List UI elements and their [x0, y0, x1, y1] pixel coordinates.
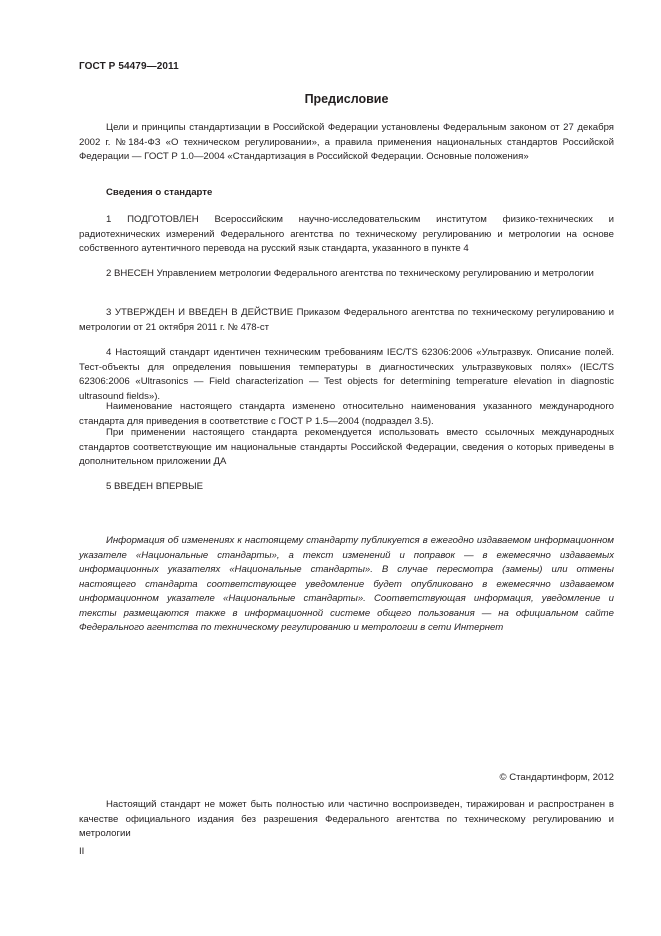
item-4-references-note: При применении настоящего стандарта рекомендуется использовать вместо ссылочных международных стандартов соответствующие им национальные стандарты Российской Федерации, сведения о которых приведены в дополнительном приложении ДА [79, 427, 614, 467]
item-5: 5 ВВЕДЕН ВПЕРВЫЕ [106, 481, 204, 492]
info-heading: Сведения о стандарте [106, 187, 213, 198]
change-notice: Информация об изменениях к настоящему стандарту публикуется в ежегодно издаваемом информационном указателе «Национальные стандарты», а текст изменений и поправок — в ежемесячно издаваемых информационных указателях «Национальные стандарты». В случае пересмотра (замены) или отмены настоящего стандарта соответствующее уведомление будет опубликовано в ежемесячно издаваемом информационном указателе «Национальные стандарты». Соответствующая информация, уведомление и тексты размещаются также в информационной системе общего пользования — на официальном сайте Федерального агентства по техническому регулированию и метрологии в сети Интернет [79, 535, 614, 633]
standard-code: ГОСТ Р 54479—2011 [79, 61, 179, 72]
item-4: 4 Настоящий стандарт идентичен техническим требованиям IEC/TS 62306:2006 «Ультразвук. Описание полей. Тест-объекты для определения повышения температуры в диагностических ультразвуковых полях» (IEC/TS 62306:2006 «Ultrasonics — Field characterization — Test objects for determining temperature elevation in diagnostic ultrasound fields»). [79, 347, 614, 402]
item-2: 2 ВНЕСЕН Управлением метрологии Федерального агентства по техническому регулированию и метрологии [106, 268, 594, 279]
rights-notice: Настоящий стандарт не может быть полностью или частично воспроизведен, тиражирован и распространен в качестве официального издания без разрешения Федерального агентства по техническому регулированию и метрологии [79, 799, 614, 839]
item-3: 3 УТВЕРЖДЕН И ВВЕДЕН В ДЕЙСТВИЕ Приказом Федерального агентства по техническому регулированию и метрологии от 21 октября 2011 г. № 478-ст [79, 307, 614, 333]
page-title: Предисловие [304, 92, 389, 106]
copyright: © Стандартинформ, 2012 [499, 772, 614, 783]
page-number: II [79, 846, 85, 857]
item-1: 1 ПОДГОТОВЛЕН Всероссийским научно-исследовательским институтом физико-технических и радиотехнических измерений Федерального агентства по техническому регулированию и метрологии на основе собственного аутентичного перевода на русский язык стандарта, указанного в пункте 4 [79, 214, 614, 254]
intro-paragraph: Цели и принципы стандартизации в Российской Федерации установлены Федеральным законом от 27 декабря 2002 г. №184-ФЗ «О техническом регулировании», а правила применения национальных стандартов Российской Федерации — ГОСТ Р 1.0—2004 «Стандартизация в Российской Федерации. Основные положения» [79, 122, 614, 162]
item-4-name-note: Наименование настоящего стандарта изменено относительно наименования указанного международного стандарта для приведения в соответствие с ГОСТ Р 1.5—2004 (подраздел 3.5). [79, 401, 614, 427]
